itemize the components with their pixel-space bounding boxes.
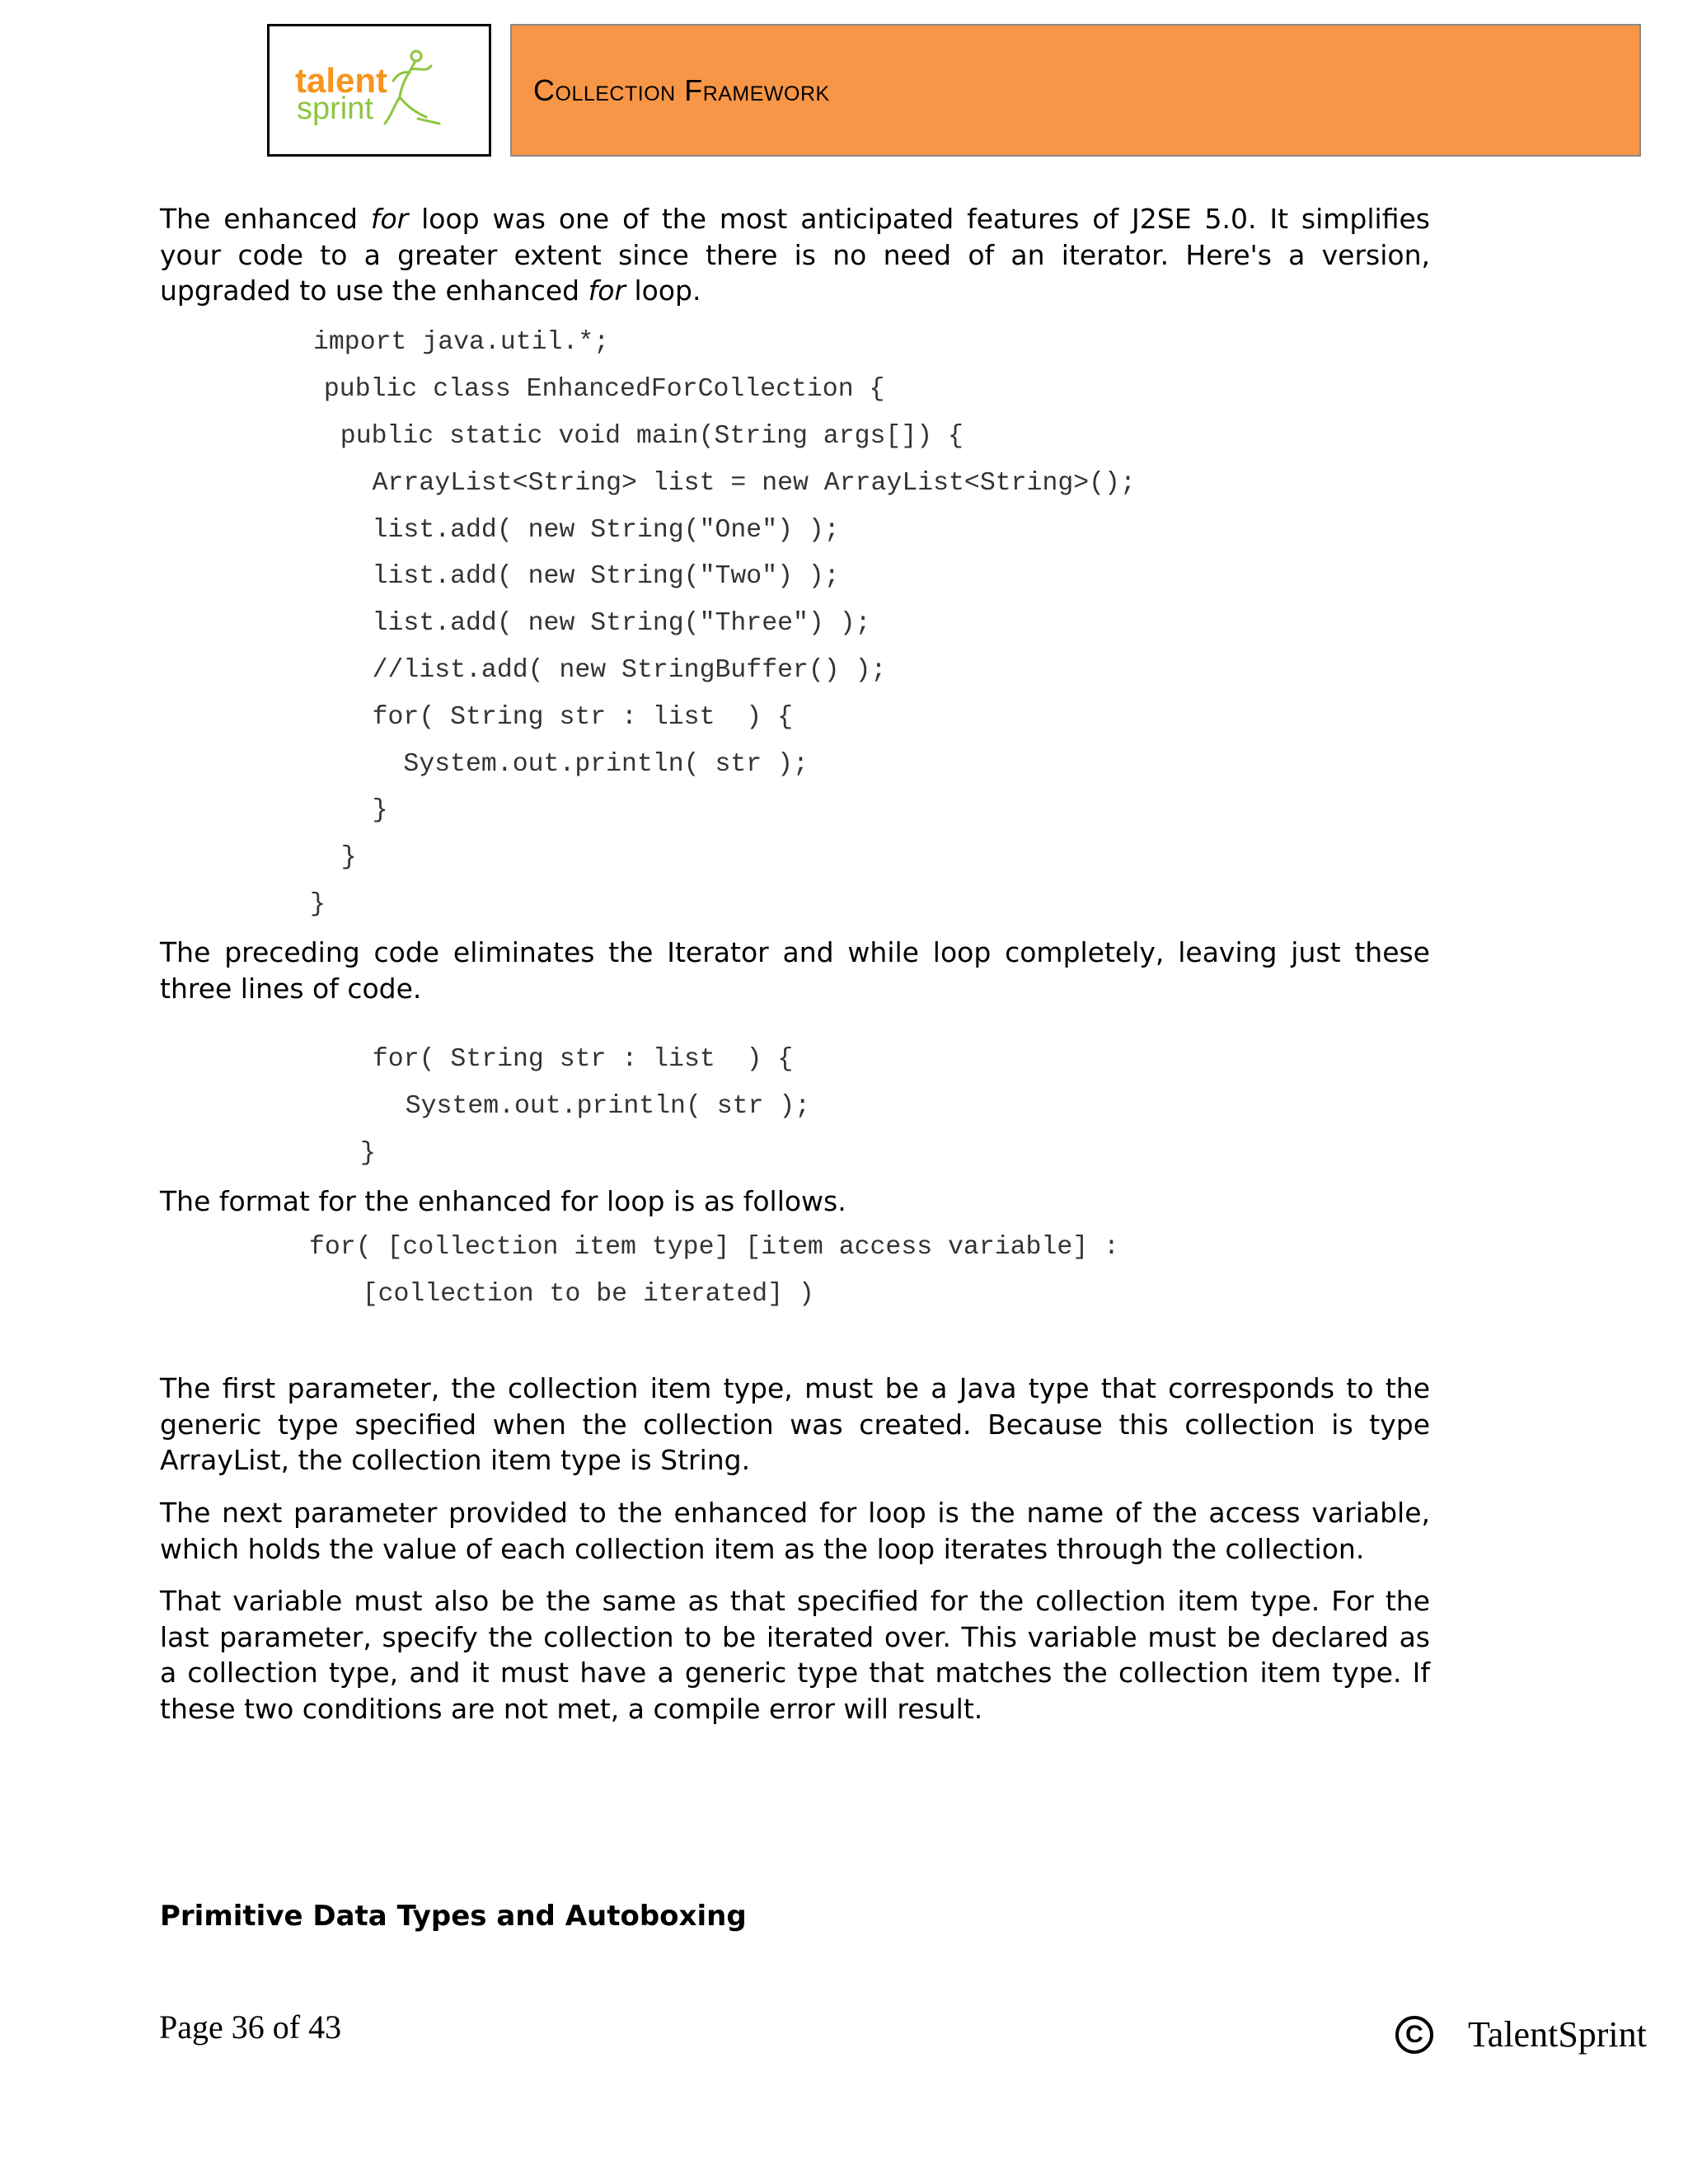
code-line: System.out.println( str ); [359, 1092, 811, 1121]
intro-for-1: for [370, 203, 409, 235]
page-number: Page 36 of 43 [159, 2008, 342, 2046]
talentsprint-logo-icon [270, 26, 494, 159]
first-parameter-paragraph: The first parameter, the collection item type, must be a Java type that corresponds to the generic type specified when the collection was created. Because this collection is type ArrayList, the collection item type is String. [160, 1372, 1430, 1476]
footer-brand: TalentSprint [1468, 2014, 1647, 2055]
code-line: list.add( new String("Two") ); [310, 562, 840, 591]
section-heading: Primitive Data Types and Autoboxing [160, 1900, 747, 1933]
intro-text-3: loop. [625, 274, 701, 307]
intro-paragraph [160, 201, 1430, 309]
header-bar [510, 24, 1641, 157]
code-line: list.add( new String("Three") ); [310, 609, 871, 638]
intro-for-2: for [588, 274, 626, 307]
copyright-icon: C [1395, 2016, 1433, 2054]
code-line: //list.add( new StringBuffer() ); [310, 656, 887, 685]
format-paragraph: The format for the enhanced for loop is as follows. [160, 1185, 846, 1217]
preceding-paragraph: The preceding code eliminates the Iterator and while loop completely, leaving just these three lines of code. [160, 936, 1430, 1005]
code-line: } [310, 890, 326, 919]
variable-paragraph: That variable must also be the same as that specified for the collection item type. For the last parameter, specify the collection to be iterated over. This variable must be declared as a collection type, and it must have a generic type that matches the collection item type. If these two conditions are not met, a compile error will result. [160, 1585, 1430, 1725]
company-logo [267, 24, 491, 157]
intro-text-2: loop was one of the most anticipated features of J2SE 5.0. It simplifies your code to a greater extent since there is no need of an iterator. Here's a version, upgraded to use the enhanced [160, 203, 1430, 307]
code-line: for( String str : list ) { [357, 1045, 794, 1074]
code-line: for( String str : list ) { [310, 703, 793, 732]
code-line: } [360, 1139, 376, 1168]
code-line: System.out.println( str ); [310, 750, 809, 779]
document-title: Collection Framework [533, 73, 830, 107]
next-parameter-paragraph: The next parameter provided to the enhanced for loop is the name of the access variable, which holds the value of each collection item as the loop iterates through the collection. [160, 1497, 1430, 1565]
code-line: ArrayList<String> list = new ArrayList<String>(); [310, 469, 1136, 498]
logo-text-sprint: sprint [297, 91, 373, 126]
code-line: } [310, 843, 357, 872]
code-line: [collection to be iterated] ) [316, 1280, 814, 1309]
code-line: import java.util.*; [313, 328, 610, 357]
code-line: for( [collection item type] [item access variable] : [309, 1233, 1119, 1262]
code-line: } [310, 796, 388, 825]
code-line: public class EnhancedForCollection { [308, 375, 885, 404]
logo-text-talent: talent [295, 61, 388, 100]
code-line: list.add( new String("One") ); [310, 516, 840, 545]
code-line: public static void main(String args[]) { [309, 422, 964, 451]
runner-figure [385, 51, 439, 124]
intro-text-1: The enhanced [160, 203, 371, 235]
